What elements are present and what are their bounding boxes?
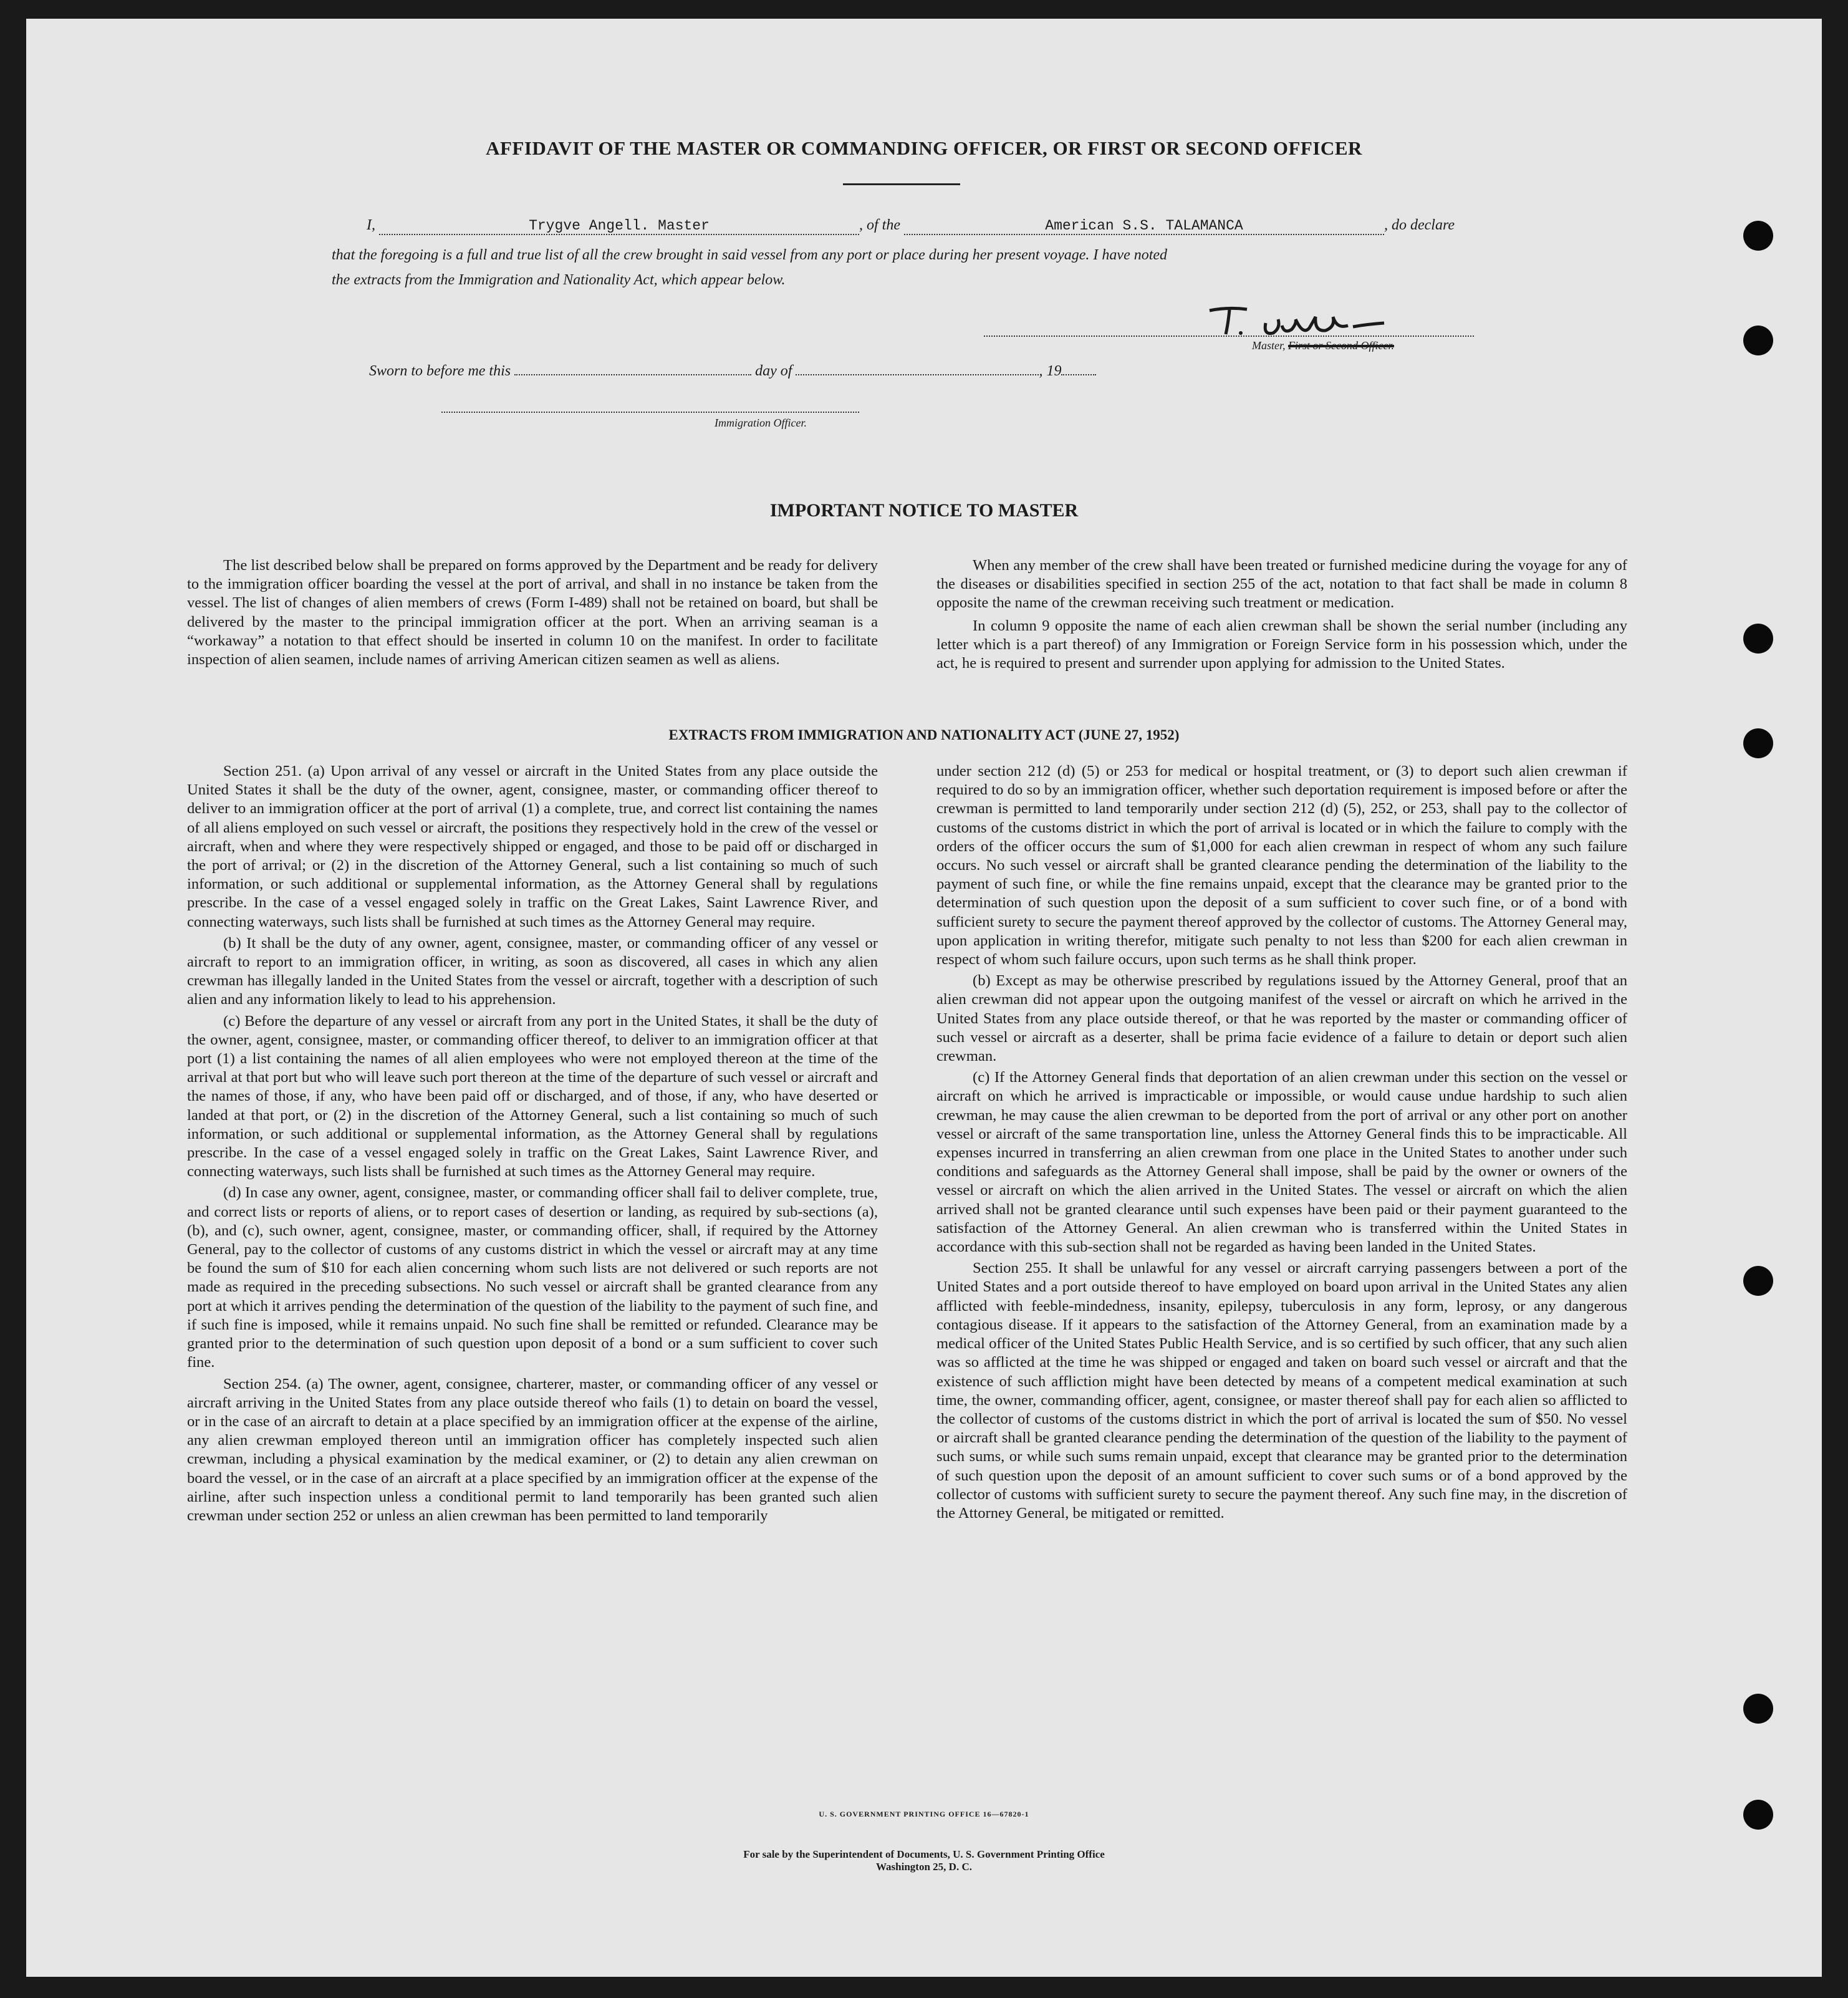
i-label: I, <box>367 217 375 233</box>
of-the-label: , of the <box>859 217 900 233</box>
title-rule <box>843 183 960 185</box>
act-paragraph: under section 212 (d) (5) or 253 for medical or hospital treatment, or (3) to deport such alien crewman if required to do so by an immigration officer, whether such deportation requirement is imposed before or after the crewman is permitted to land temporarily under section 212 (d) (5), 252, or 253, shall pay to the collector of customs of the customs district in which the port of arrival is located or in which the failure to comply with the orders of the officer occurs the sum of $1,000 for each alien crewman in respect of whom any such failure occurs. No such vessel or aircraft shall be granted clearance pending the determination of the liability to the payment of such fine, or while the fine remains unpaid, except that the clearance may be granted prior to the determination of such question upon the deposit of a sum sufficient to cover such fine, or of a bond with sufficient surety to secure the payment thereof approved by the collector of customs. The Attorney General may, upon application in writing therefor, mitigate such penalty to not less than $200 for each alien crewman in respect of whom such failure occurs, upon such terms as he shall think proper. <box>936 763 1627 968</box>
do-declare-label: , do declare <box>1384 217 1455 233</box>
act-paragraph: Section 255. It shall be unlawful for any vessel or aircraft carrying passengers between a port of the United States and a port outside thereof to have employed on board upon arrival in the United States any alien afflicted with feeble-mindedness, insanity, epilepsy, tuberculosis in any form, leprosy, or any dangerous contagious disease. If it appears to the satisfaction of the Attorney General, from an examination made by a medical officer of the United States Public Health Service, and is so certified by such officer, that any such alien was so afflicted at the time he was shipped or engaged and taken on board such vessel or aircraft and that the existence of such affliction might have been detected by means of a competent medical examination at such time, the owner, commanding officer, agent, consignee, or master thereof shall pay for each alien so afflicted to the collector of customs of the customs district in which the port of arrival is located the sum of $50. No vessel or aircraft shall be granted clearance pending the determination of the question of the liability to the payment of such sums, or while such sums remain unpaid, except that clearance may be granted prior to the determination of such question upon the deposit of an amount sufficient to cover such sums or of a bond approved by the collector of customs with sufficient surety to secure the payment thereof. Any such fine may, in the discretion of the Attorney General, be mitigated or remitted. <box>936 1260 1627 1522</box>
signature-caption <box>1252 339 1394 352</box>
declaration-line-2: that the foregoing is a full and true list of all the crew brought in said vessel from any port or place during her present voyage. I have noted <box>332 247 1168 263</box>
punch-hole <box>1743 326 1773 355</box>
sworn-line <box>369 363 1096 380</box>
sworn-month-field[interactable] <box>796 374 1039 375</box>
signature-line <box>984 335 1474 337</box>
notice-right-column <box>936 556 1627 673</box>
sworn-year-field[interactable] <box>1061 374 1096 375</box>
notice-left-column <box>187 556 878 669</box>
gpo-imprint: U. S. GOVERNMENT PRINTING OFFICE 16—67820-1 <box>819 1810 1029 1818</box>
struck-officer-caption: First or Second Officer. <box>1288 339 1394 352</box>
day-of-label: day of <box>755 363 792 379</box>
act-paragraph: (c) Before the departure of any vessel or aircraft from any port in the United States, it shall be the duty of the owner, agent, consignee, master, or commanding officer thereof, to deliver to an immigration officer at that port (1) a list containing the names of all alien employees who were not employed thereon at the time of the arrival at that port but who will leave such port thereon at the time of the departure of such vessel or aircraft and the names of those, if any, who have been paid off or discharged, and of those, if any, who have deserted or landed at that port, or (2) in the discretion of the Attorney General, such a list containing so much of such information, or such additional or supplemental information, as the Attorney General shall by regulations prescribe. In the case of a vessel engaged solely in traffic on the Great Lakes, Saint Lawrence River, and connecting waterways, such lists shall be furnished at such times as the Attorney General may require. <box>187 1012 878 1180</box>
declaration-line-1 <box>367 217 1476 235</box>
extracts-right-column <box>936 762 1627 1523</box>
extracts-title: EXTRACTS FROM IMMIGRATION AND NATIONALITY ACT (JUNE 27, 1952) <box>668 727 1180 743</box>
notice-title: IMPORTANT NOTICE TO MASTER <box>769 500 1079 521</box>
act-paragraph: (c) If the Attorney General finds that deportation of an alien crewman under this section on the vessel or aircraft on which he arrived is impracticable or impossible, or would cause undue hardship to such alien crewman, he may cause the alien crewman to be deported from the port of arrival or any other port on another vessel or aircraft of the same transportation line, unless the Attorney General finds this to be impracticable. All expenses incurred in transferring an alien crewman from one place in the United States to another under such conditions and safeguards as the Attorney General shall impose, shall be paid by the owner or owners of the vessel or aircraft on which the alien arrived in the United States. The vessel or aircraft on which the alien arrived shall not be granted clearance until such expenses have been paid or their payment guaranteed to the satisfaction of the Attorney General. An alien crewman who is transferred within the United States in accordance with this sub-section shall not be regarded as having been landed in the United States. <box>936 1069 1627 1256</box>
notice-paragraph: In column 9 opposite the name of each alien crewman shall be shown the serial number (including any letter which is a part thereof) of any Immigration or Foreign Service form in his possession which, under the act, he is required to present and surrender upon applying for admission to the United States. <box>936 617 1627 672</box>
sale-notice-line-1: For sale by the Superintendent of Documents, U. S. Government Printing Office <box>743 1848 1105 1860</box>
punch-hole <box>1743 1694 1773 1724</box>
sworn-label: Sworn to before me this <box>369 363 511 379</box>
punch-hole <box>1743 728 1773 758</box>
notice-paragraph: When any member of the crew shall have been treated or furnished medicine during the voyage for any of the diseases or disabilities specified in section 255 of the act, notation to that fact shall be made in column 8 opposite the name of the crewman receiving such treatment or medication. <box>936 557 1627 612</box>
act-paragraph: (b) It shall be the duty of any owner, agent, consignee, master, or commanding officer of any vessel or aircraft to report to an immigration officer, in writing, as soon as discovered, all cases in which any alien crewman has illegally landed in the United States from the vessel or aircraft, together with a description of such alien and any information likely to lead to his apprehension. <box>187 934 878 1008</box>
act-paragraph: Section 251. (a) Upon arrival of any vessel or aircraft in the United States from any place outside the United States it shall be the duty of the owner, agent, consignee, master, or commanding officer thereof to deliver to an immigration officer at the port of arrival (1) a complete, true, and correct list containing the names of all aliens employed on such vessel or aircraft, the positions they respectively hold in the crew of the vessel or aircraft, when and where they were respectively shipped or engaged, and those to be paid off or discharged in the port of arrival; or (2) in the discretion of the Attorney General, such a list containing so much of such information, or such additional or supplemental information, as the Attorney General shall by regulations prescribe. In the case of a vessel engaged solely in traffic on the Great Lakes, Saint Lawrence River, and connecting waterways, such lists shall be furnished at such times as the Attorney General may require. <box>187 763 878 930</box>
vessel-name-field[interactable]: American S.S. TALAMANCA <box>904 218 1384 235</box>
act-paragraph: (b) Except as may be otherwise prescribed by regulations issued by the Attorney General, proof that an alien crewman did not appear upon the outgoing manifest of the vessel or aircraft on which he arrived in the United States from any place outside thereof, or that he was reported by the master or commanding officer of such vessel or aircraft as a deserter, shall be prima facie evidence of a failure to detain or deport such alien crewman. <box>936 972 1627 1065</box>
sale-notice-line-2: Washington 25, D. C. <box>876 1861 972 1873</box>
immigration-officer-caption: Immigration Officer. <box>715 417 807 429</box>
act-paragraph: Section 254. (a) The owner, agent, consignee, charterer, master, or commanding officer of any vessel or aircraft arriving in the United States from any place outside thereof who fails (1) to detain on board the vessel, or in the case of an aircraft to detain at a place specified by an immigration officer at the expense of the airline, any alien crewman employed thereon until an immigration officer has completely inspected such alien crewman, including a physical examination by the medical examiner, or (2) to detain any alien crewman on board the vessel, or in the case of an aircraft at a place specified by an immigration officer at the expense of the airline, after such inspection unless a conditional permit to land temporarily has been granted such alien crewman under section 252 or unless an alien crewman has been permitted to land temporarily <box>187 1375 878 1524</box>
punch-hole <box>1743 1266 1773 1296</box>
notice-paragraph: The list described below shall be prepared on forms approved by the Department and be ready for delivery to the immigration officer boarding the vessel at the port of arrival, and shall in no instance be taken from the vessel. The list of changes of alien members of crews (Form I-489) shall not be retained on board, but shall be delivered by the master to the principal immigration officer at the port. When an arriving seaman is a “workaway” a notation to that effect should be inserted in column 10 on the manifest. In order to facilitate inspection of alien seamen, include names of arriving American citizen seamen as well as aliens. <box>187 557 878 668</box>
year-label: , 19 <box>1039 363 1062 379</box>
immigration-officer-line <box>441 412 859 413</box>
affidavit-title: AFFIDAVIT OF THE MASTER OR COMMANDING OFFICER, OR FIRST OR SECOND OFFICER <box>486 137 1362 159</box>
punch-hole <box>1743 1800 1773 1830</box>
master-name-field[interactable]: Trygve Angell. Master <box>379 218 859 235</box>
sworn-day-field[interactable] <box>514 374 751 375</box>
master-caption: Master, <box>1252 339 1286 352</box>
act-paragraph: (d) In case any owner, agent, consignee, master, or commanding officer shall fail to deliver complete, true, and correct lists or reports of aliens, or to report cases of desertion or landing, as required by sub-sections (a), (b), and (c), such owner, agent, consignee, master, or commanding officer, shall, if required by the Attorney General, pay to the collector of customs of any customs district in which the vessel or aircraft may at any time be found the sum of $10 for each alien concerning whom such lists are not delivered or such reports are not made as required in the preceding subsections. No such vessel or aircraft shall be granted clearance from any port at which it arrives pending the determination of the question of the liability to the payment of such fine, and if such fine is imposed, while it remains unpaid. No such fine shall be remitted or refunded. Clearance may be granted prior to the determination of such question upon deposit of a bond or a sum sufficient to cover such fine. <box>187 1184 878 1371</box>
extracts-left-column <box>187 762 878 1525</box>
declaration-line-3: the extracts from the Immigration and Nationality Act, which appear below. <box>332 272 786 288</box>
punch-hole <box>1743 624 1773 654</box>
punch-hole <box>1743 221 1773 251</box>
